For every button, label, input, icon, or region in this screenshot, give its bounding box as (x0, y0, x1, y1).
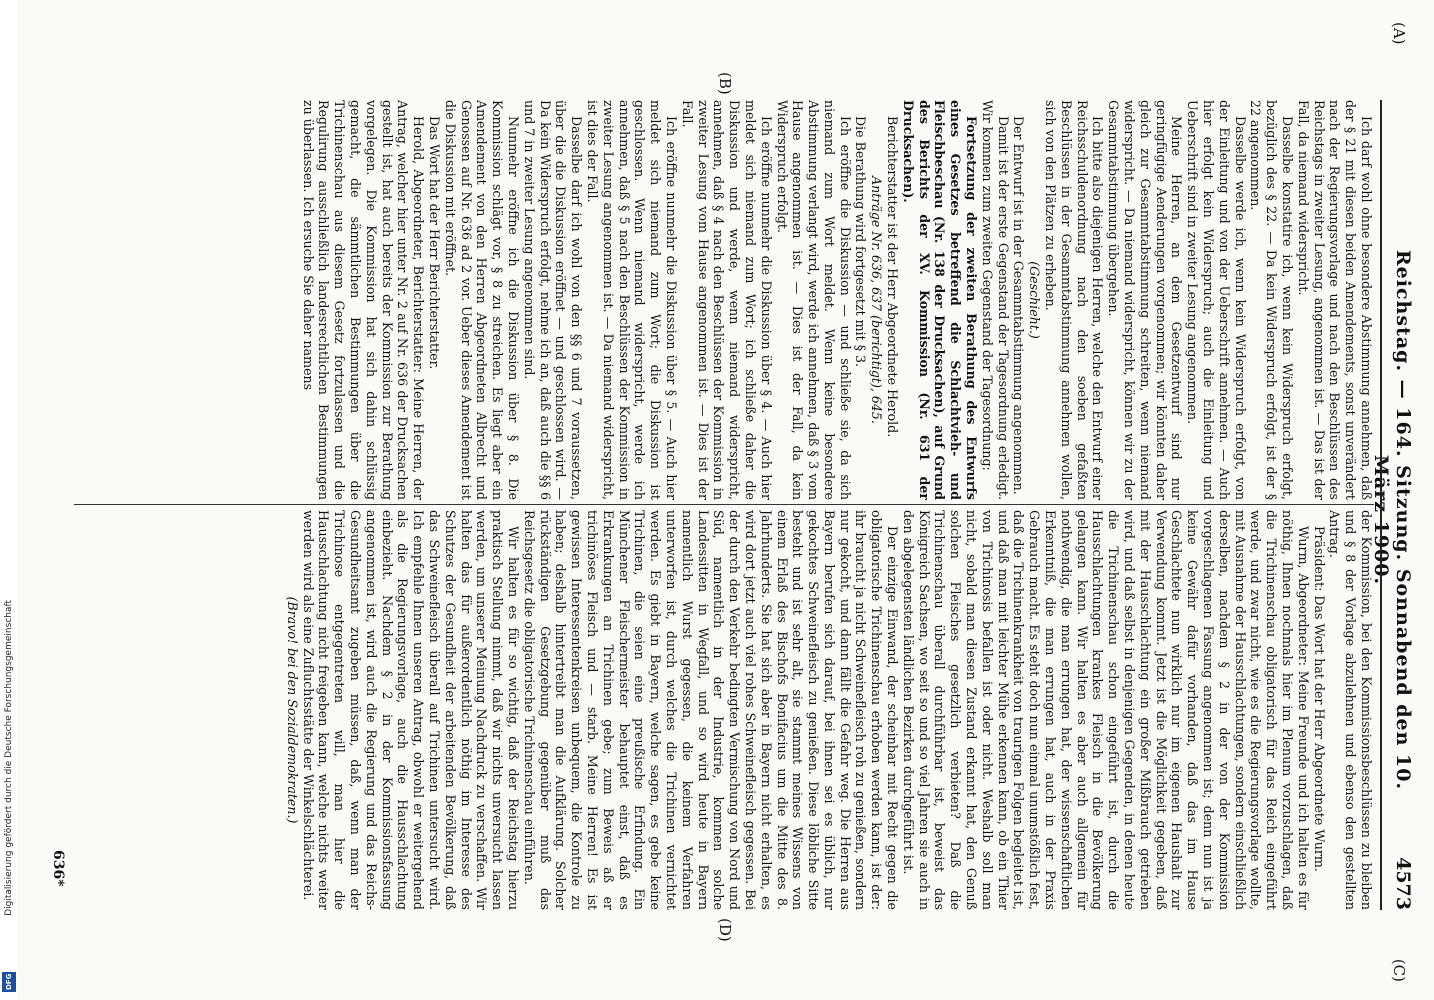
paragraph: Ich darf wohl ohne besondere Abstimmung annehmen, daß der § 21 mit diesen beiden Amendements, sonst unverändert nach der Regierungsvorlage und nach den Beschlüssen des Reichstags in zweiter Lesung, angenommen ist. — Das ist der Fall, da niemand widerspricht. (1295, 100, 1374, 500)
paragraph: Die Berathung wird fortgesetzt mit § 3. (853, 116, 869, 368)
paragraph: Ich bitte also diejenigen Herren, welche den Entwurf einer Reichsschuldenordnung nach den soeben gefaßten Beschlüssen in der Gesammtabstimmung annehmen wollen, sich von den Plätzen zu erheben. (1043, 100, 1106, 500)
speech-paragraph: Herold, Abgeordneter, Berichterstatter: Meine Herren, der Antrag, welcher hier unter Nr. 2 auf Nr. 636 der Drucksachen gestellt ist, hat auch bereits der Kommission zur Berathung vorgelegen. Die Kommission hat sich dahin schlüssig gemacht, die sämmtlichen Bestimmungen über die Trichinenschau aus diesem Gesetz fortzulassen und die Regulirung ausschließlich landesrechtlichen Bestimmungen zu überlassen. Ich ersuche Sie daher namens (300, 100, 427, 500)
paragraph: Berichterstatter ist der Herr Abgeordnete Herold. (885, 116, 901, 438)
column-divider (74, 504, 1374, 505)
paragraph: Damit ist der erste Gegenstand der Tagesordnung erledigt. Wir kommen zum zweiten Gegenstand der Tagesordnung: (979, 100, 1011, 500)
margin-marker-d: (D) (716, 918, 734, 942)
paragraph: Ich eröffne nunmehr die Diskussion über § 5. — Auch hier meldet sich niemand zum Wort; die Diskussion ist geschlossen. Wenn niemand widerspricht, werde ich annehmen, daß § 5 nach den Beschlüssen der Kommission in zweiter Lesung angenommen ist. — Da niemand widerspricht, ist dies der Fall. (584, 100, 679, 500)
page-number: 4573 (1392, 857, 1414, 910)
paragraph: Der einzige Einwand, der scheinbar mit Recht gegen die obligatorische Trichinenschau erhoben werden kann, ist der: ihr braucht ja nicht Schweinefleisch roh zu genießen, sondern nur gekocht, und dann fällt die Gefahr weg. Die Herren aus Bayern berufen sich darauf, bei ihnen sei es üblich, nur gekochtes Schweinefleisch zu genießen. Diese löbliche Sitte besteht und ist sehr alt, sie stammt meines Wissens von einem Erlaß des Bischofs Bonifacius um die Mitte des 8. Jahrhunderts. Sie hat sich aber in Bayern nicht erhalten, es wird dort jetzt auch viel rohes Schweinefleisch gegessen. Bei der durch den Verkehr bedingten Vermischung von Nord und Süd, namentlich in der Industrie, kommen solche Landessitten in Wegfall, und so wird heute in Bayern namentlich Wurst gegessen, die keinem Verfahren unterworfen ist, durch welches die Trichinen vernichtet werden. Es giebt in Bayern, welche sagen, es gebe keine Trichinen, die seien eine preußische Erfindung. Ein Münchener Fleischermeister behauptet einst, daß es Erkrankungen an Trichinen gebe; zum Beweis aß er trichinöses Fleisch und — starb. Meine Herren! Es ist gewissen Interessentenkreisen unbequem, die Kontrole zu haben; deshalb hintertreibt man die Aufklärung. Solcher rückständigen Gesetzgebung gegenüber muß das Reichsgesetz die obligatorische Trichinenschau einführen. (521, 510, 901, 910)
right-column (74, 510, 1374, 910)
motions-reference: Anträge Nr. 636, 637 (berichtigt), 645. (869, 176, 885, 424)
page-header (1370, 22, 1416, 982)
paragraph: Dasselbe konstatire ich, wenn kein Widerspruch erfolgt, bezüglich des § 22. — Da kein Widerspruch erfolgt, ist der § 22 angenommen. (1248, 100, 1296, 500)
paragraph: Wir halten es für so wichtig, daß der Reichstag hierzu praktisch Stellung nimmt, daß wir nichts unversucht lassen werden, um unserer Meinung Nachdruck zu verschaffen. Wir halten das für außerordentlich nöthig im Interesse des Schutzes der Gesundheit der arbeitenden Bevölkerung, daß das Schweinefleisch überall auf Trichinen untersucht wird. Ich empfehle Ihnen unseren Antrag, obwohl er weitergehend als die Regierungsvorlage, auch die Hausschlachtung einbezieht. Nachdem § 2 in der Kommissionsfassung angenommen ist, wird auch die Regierung und das Reichs-Gesundheitsamt zugeben müssen, daß, wenn man der Trichinose entgegentreten will, man hier die Hausschlachtung nicht freigeben kann, welche nichts weiter werden wird als eine Zufluchtsstätte der Winkelschlächterei. (300, 510, 521, 910)
paragraph: der Kommission, bei den Kommissionsbeschlüssen zu bleiben und § 8 der Vorlage abzulehnen und ebenso den gestellten Antrag. (1327, 510, 1374, 910)
sheet-signature: 636* (50, 850, 66, 887)
agenda-item-heading: Fortsetzung der zweiten Berathung des Entwurfs eines Gesetzes betreffend die Schlachtvieh- und Fleischbeschau (Nr. 138 der Drucksachen), auf Grund des Berichts der XV. Kommission (Nr. 631 der Drucksachen). (900, 100, 980, 500)
paragraph: Nunmehr eröffne ich die Diskussion über § 8. Die Kommission schlägt vor, § 8 zu streichen. Es liegt aber ein Amendement von den Herren Abgeordneten Albrecht und Genossen auf Nr. 636 ad 2 vor. Ueber dieses Amendement ist die Diskussion mit eröffnet. (442, 100, 521, 500)
paragraph: Präsident: Das Wort hat der Herr Abgeordnete Wurm. (1311, 526, 1327, 872)
paragraph: Das Wort hat der Herr Berichterstatter. (426, 116, 442, 370)
paragraph: Dasselbe werde ich, wenn kein Widerspruch erfolgt, von der Einleitung und von der Ueberschrift annehmen. — Auch hier erfolgt kein Widerspruch; auch die Einleitung und Ueberschrift sind in zweiter Lesung angenommen. (1185, 100, 1248, 500)
paragraph: Ich eröffne die Diskussion — und schließe sie, da sich niemand zum Wort meldet. Wenn keine besondere Abstimmung verlangt wird, werde ich annehmen, daß § 3 vom Hause angenommen ist. — Dies ist der Fall, da kein Widerspruch erfolgt. (774, 100, 853, 500)
funding-credit: Digitalisierung gefördert durch die Deutsche Forschungsgemeinschaft (4, 600, 14, 916)
header-rule (1380, 100, 1382, 910)
margin-marker-a: (A) (1390, 22, 1408, 45)
page-title: Reichstag. — 164. Sitzung. Sonnabend den 10. März 1900. (1370, 249, 1414, 791)
margin-marker-b: (B) (716, 72, 734, 95)
paragraph: Dasselbe darf ich wohl von den §§ 6 und 7 voraussetzen, über die die Diskussion eröffnet — und geschlossen wird. — Da kein Widerspruch erfolgt, nehme ich an, daß auch die §§ 6 und 7 in zweiter Lesung angenommen sind. (521, 100, 585, 500)
stage-direction: (Bravo! bei den Sozialdemokraten.) (284, 596, 300, 824)
paragraph: Der Entwurf ist in der Gesammtabstimmung angenommen. (1011, 116, 1027, 495)
stage-direction: (Geschieht.) (1027, 261, 1043, 339)
dfg-logo: DFG (2, 972, 16, 992)
credit-strip (0, 0, 18, 1000)
speech-paragraph: Wurm, Abgeordneter: Meine Freunde und ich halten es für nöthig, Ihnen nochmals hier im Plenum vorzuschlagen, daß die Trichinenschau obligatorisch für das Reich eingeführt werde, und zwar nicht, wie es die Regierungsvorlage wollte, mit Ausnahme der Hausschlachtungen, sondern einschließlich derselben, nachdem § 2 in der von der Kommission vorgeschlagenen Fassung angenommen ist; denn nun ist ja keine Gewähr dafür vorhanden, daß das im Hause Geschlachtete nun wirklich nur im eigenen Haushalt zur Verwendung kommt. Jetzt ist die Möglichkeit gegeben, daß mit der Hausschlachtung ein großer Mißbrauch getrieben wird, und daß selbst in denjenigen Gegenden, in denen heute die Trichinenschau schon eingeführt ist, durch die Hausschlachtungen krankes Fleisch in die Bevölkerung gelangen kann. Wir halten es aber auch allgemein für nothwendig, die man errungen hat, der wissenschaftlichen Erkenntniß, die man errungen hat, auch in der Praxis Gebrauch macht. Es steht doch nun einmal unumstößlich fest, daß die Trichinenkrankheit von traurigen Folgen begleitet ist, und daß man mit leichter Mühe erkennen kann, ob ein Thier von Trichinosis befallen ist oder nicht. Weshalb soll man nicht, sobald man diesen Zustand erkannt hat, den Genuß solchen Fleisches gesetzlich verbieten? Daß die Trichinenschau überall durchführbar ist, beweist das Königreich Sachsen, wo seit so und so viel Jahren sie auch in den abgelegensten ländlichen Bezirken durchgeführt ist. (900, 510, 1311, 910)
margin-marker-c: (C) (1390, 958, 1408, 982)
left-column (74, 100, 1374, 500)
paragraph: Meine Herren, an dem Gesetzentwurf sind nur geringfügige Aenderungen vorgenommen; wir könnten daher gleich zur Gesammtabstimmung schreiten, wenn niemand widerspricht. — Da niemand widerspricht, können wir zu der Gesammtabstimmung übergehen. (1106, 100, 1185, 500)
paragraph: Ich eröffne nunmehr die Diskussion über § 4. — Auch hier meldet sich niemand zum Wort; ich schließe daher die Diskussion und werde, wenn niemand widerspricht, annehmen, daß § 4 nach den Beschlüssen der Kommission in zweiter Lesung vom Hause angenommen ist. — Dies ist der Fall. (679, 100, 774, 500)
